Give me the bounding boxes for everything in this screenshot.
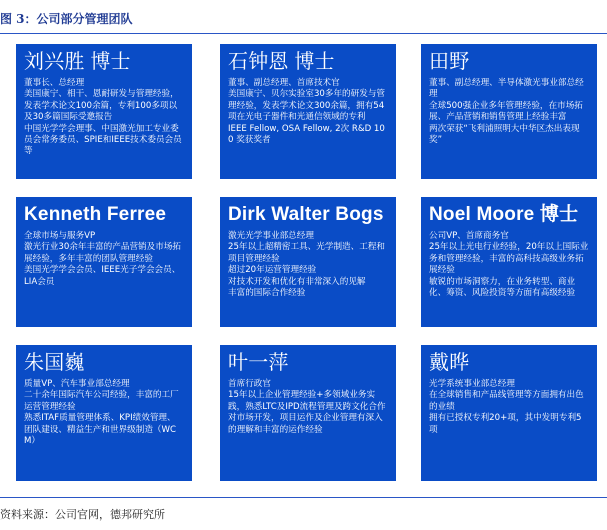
card-line: 激光光学事业部总经理 bbox=[228, 231, 314, 241]
card-line: 美国光学学会会员、IEEE光子学会会员、LIA会员 bbox=[24, 265, 181, 287]
card-line: 全球市场与服务VP bbox=[24, 231, 96, 241]
card-line: 美国康宁、贝尔实验室30多年的研发与管理经验，发表学术论文300余篇，拥有54项在光电子器件和光通信领域的专利 bbox=[228, 89, 386, 123]
card-line: 二十余年国际汽车公司经验，丰富的工厂运营管理经验 bbox=[24, 390, 179, 412]
source-note: 资料来源：公司官网，德邦研究所 bbox=[0, 508, 165, 521]
card-line: 25年以上超精密工具、光学制造、工程和项目管理经验 bbox=[228, 242, 386, 264]
card-line: 15年以上企业管理经验+多领域业务实践，熟悉LTC及IPD流程管理及跨文化合作 bbox=[228, 390, 386, 412]
figure-title: 图 3：公司部分管理团队 bbox=[0, 12, 133, 26]
card-line: 敏锐的市场洞察力，在业务转型、商业化、筹资、风险投资等方面有高级经验 bbox=[429, 276, 576, 299]
card-line: 拥有已授权专利20+项，其中发明专利5项 bbox=[429, 413, 582, 435]
card-line: 光学系统事业部总经理 bbox=[429, 379, 515, 389]
card-line: 在全球销售和产品线管理等方面拥有出色的业绩 bbox=[429, 390, 584, 412]
card-line: 对技术开发和优化有非常深入的见解 bbox=[228, 276, 366, 287]
team-card-4 bbox=[16, 197, 192, 327]
card-line: 对市场开发，项目运作及企业管理有深入的理解和丰富的运作经验 bbox=[228, 413, 383, 435]
card-line: 董事、副总经理、首席技术官 bbox=[228, 78, 340, 88]
card-name: 朱国巍 bbox=[24, 352, 85, 374]
card-line: 激光行业30余年丰富的产品营销及市场拓展经验，多年丰富的团队管理经验 bbox=[24, 242, 182, 264]
card-name: Dirk Walter Bogs bbox=[228, 204, 384, 225]
card-name: 叶一萍 bbox=[228, 352, 289, 374]
source-divider bbox=[0, 497, 607, 498]
card-name: Noel Moore 博士 bbox=[429, 204, 579, 225]
card-line: 董事、副总经理、半导体激光事业部总经理 bbox=[429, 78, 584, 100]
team-card-3 bbox=[421, 44, 597, 179]
card-line: 美国康宁、相干、恩耐研发与管理经验，发表学术论文100余篇，专利100多项以及30多篇国际受邀报告 bbox=[24, 89, 179, 123]
card-name: 刘兴胜 博士 bbox=[24, 51, 131, 73]
card-line: 超过20年运营管理经验 bbox=[228, 265, 317, 276]
card-line: 董事长、总经理 bbox=[24, 78, 85, 88]
card-line: 全球500强企业多年管理经验，在市场拓展、产品营销和销售管理上经验丰富 bbox=[429, 100, 583, 123]
team-card-1 bbox=[16, 44, 192, 179]
card-line: 中国光学学会理事、中国激光加工专业委员会常务委员、SPIE和IEEE技术委员会员等 bbox=[24, 123, 182, 157]
team-card-9 bbox=[421, 345, 597, 481]
card-line: 25年以上光电行业经验，20年以上国际业务和管理经验，丰富的高科技高级业务拓展经验 bbox=[429, 242, 589, 276]
card-line: IEEE Fellow, OSA Fellow, 2次 R&D 100 奖获奖者 bbox=[228, 123, 385, 146]
card-line: 质量VP、汽车事业部总经理 bbox=[24, 379, 130, 389]
card-line: 丰富的国际合作经验 bbox=[228, 288, 306, 299]
card-line: 首席行政官 bbox=[228, 379, 271, 389]
card-name: Kenneth Ferree bbox=[24, 204, 167, 225]
team-card-8 bbox=[220, 345, 396, 481]
card-line: 公司VP、首席商务官 bbox=[429, 231, 509, 241]
team-card-2 bbox=[220, 44, 396, 179]
card-name: 田野 bbox=[429, 51, 470, 73]
card-line: 熟悉ITAF质量管理体系、KPI绩效管理、团队建设、精益生产和世界级制造（WCM） bbox=[24, 413, 176, 447]
card-name: 戴晔 bbox=[429, 352, 470, 374]
card-line: 两次荣获“飞利浦照明大中华区杰出表现奖” bbox=[429, 123, 580, 146]
title-divider bbox=[0, 33, 607, 34]
team-card-7 bbox=[16, 345, 192, 481]
card-name: 石钟恩 博士 bbox=[228, 51, 335, 73]
team-card-5 bbox=[220, 197, 396, 327]
team-card-6 bbox=[421, 197, 597, 327]
